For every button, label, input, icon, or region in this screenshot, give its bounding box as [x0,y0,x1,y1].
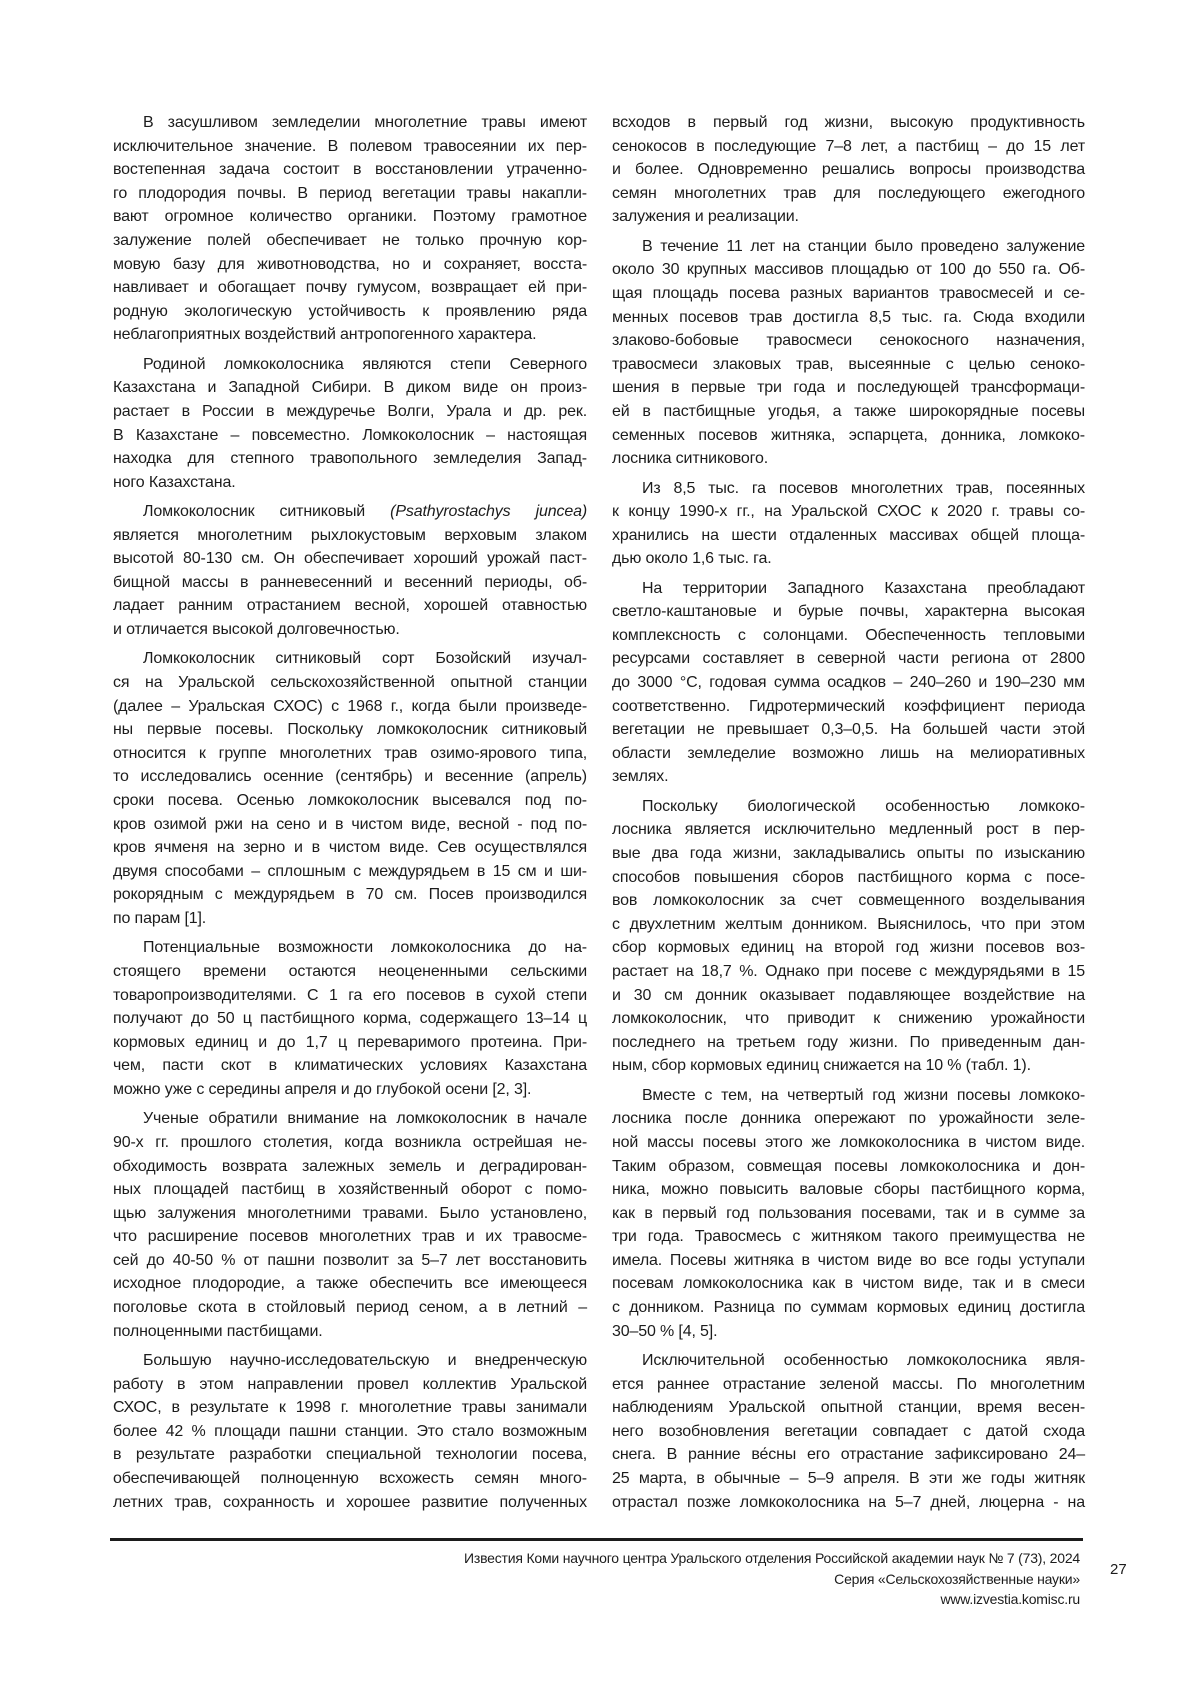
text-line: сбор кормовых единиц на второй год жизни посевов воз- [612,936,1085,960]
text-line: имела. Посевы житняка в чистом виде во все годы уступали [612,1249,1085,1273]
text-line: востепенная задача состоит в восстановлении утраченно- [113,158,587,182]
left-text-column [113,111,587,1520]
text-line: ся на Уральской сельскохозяйственной опытной станции [113,671,587,695]
text-line: обеспечивающей полноценную всхожесть семян много- [113,1467,587,1491]
text-line: растает на 18,7 %. Однако при посеве с междурядьями в 15 [612,960,1085,984]
text-line: высотой 80-130 см. Он обеспечивает хороший урожай паст- [113,547,587,571]
text-line: злаково-бобовые травосмеси сенокосного назначения, [612,329,1085,353]
text-line: кормовых единиц и до 1,7 ц переваримого протеина. При- [113,1031,587,1055]
text-line: около 30 крупных массивов площадью от 100 до 550 га. Об- [612,258,1085,282]
text-line: ресурсами составляет в северной части региона от 2800 [612,647,1085,671]
journal-series: Серия «Сельскохозяйственные науки» [464,1569,1080,1590]
paragraph [612,577,1085,789]
text-line: 30–50 % [4, 5]. [612,1320,1085,1344]
latin-species-name: (Psathyrostachys juncea) [390,503,587,520]
paragraph [612,111,1085,229]
text-line: шения в первые три года и последующей трансформаци- [612,376,1085,400]
text-line: по парам [1]. [113,907,587,931]
text-line: На территории Западного Казахстана преобладают [612,577,1085,601]
text-line: В течение 11 лет на станции было проведено залужение [612,235,1085,259]
text-line: вов ломкоколосник за счет совмещенного возделывания [612,889,1085,913]
text-line: землях. [612,765,1085,789]
text-line: является многолетним рыхлокустовым верховым злаком [113,524,587,548]
text-line: чем, пасти скот в климатических условиях Казахстана [113,1054,587,1078]
text-line: сенокосов в последующие 7–8 лет, а пастбищ – до 15 лет [612,135,1085,159]
paragraph [612,795,1085,1078]
text-line: залужения и реализации. [612,205,1085,229]
text-line: можно уже с середины апреля и до глубокой осени [2, 3]. [113,1078,587,1102]
text-line: сей до 40-50 % от пашни позволит за 5–7 лет восстановить [113,1249,587,1273]
text-line: относится к группе многолетних трав озимо-ярового типа, [113,742,587,766]
text-line: хранились на шести отдаленных массивах общей площа- [612,524,1085,548]
text-line: (далее – Уральская СХОС) с 1968 г., когда были произведе- [113,695,587,719]
paragraph [113,1107,587,1343]
text-line: стоящего времени остаются неоцененными сельскими [113,960,587,984]
text-line: ей в пастбищные угодья, а также широкорядные посевы [612,400,1085,424]
text-line: вые два года жизни, закладывались опыты по изысканию [612,842,1085,866]
text-line: к концу 1990-х гг., на Уральской СХОС к 2020 г. травы со- [612,500,1085,524]
text-line: В Казахстане – повсеместно. Ломкоколосник – настоящая [113,424,587,448]
text-line: навливает и обогащает почву гумусом, возвращает ей при- [113,276,587,300]
journal-title: Известия Коми научного центра Уральского отделения Российской академии наук № 7 (73), 2024 [464,1548,1080,1569]
text-line: что расширение посевов многолетних трав и их травосме- [113,1225,587,1249]
text-line: способов повышения сборов пастбищного корма с посе- [612,866,1085,890]
text-line: щью залужения многолетними травами. Было установлено, [113,1202,587,1226]
text-line: комплексность с солонцами. Обеспеченность тепловыми [612,624,1085,648]
text-line: Из 8,5 тыс. га посевов многолетних трав, посеянных [612,477,1085,501]
text-line: ной массы посевы этого же ломкоколосника в чистом виде. [612,1131,1085,1155]
text-line: ника, можно повысить валовые сборы пастбищного корма, [612,1178,1085,1202]
text-line: вегетации не превышает 0,3–0,5. На большей части этой [612,718,1085,742]
text-line: до 3000 °С, годовая сумма осадков – 240–260 и 190–230 мм [612,671,1085,695]
text-line: кров ячменя на зерно и в чистом виде. Сев осуществлялся [113,836,587,860]
text-line: ных площадей пастбищ в хозяйственный оборот с помо- [113,1178,587,1202]
text-line: исходное плодородие, а также обеспечить все имеющееся [113,1272,587,1296]
text-line: травосмеси злаковых трав, высеянные с целью сеноко- [612,353,1085,377]
text-line: Поскольку биологической особенностью ломкоко- [612,795,1085,819]
paragraph [113,353,587,495]
text-line: работу в этом направлении провел коллектив Уральской [113,1373,587,1397]
text-line: соответственно. Гидротермический коэффициент периода [612,695,1085,719]
text-line: отрастал позже ломкоколосника на 5–7 дней, люцерна - на [612,1491,1085,1515]
text-line: три года. Травосмесь с житняком такого преимущества не [612,1225,1085,1249]
text-line: в результате разработки специальной технологии посева, [113,1443,587,1467]
right-text-column [612,111,1085,1520]
journal-url[interactable]: www.izvestia.komisc.ru [464,1589,1080,1610]
paragraph [612,477,1085,571]
text-line: исключительное значение. В полевом травосеянии их пер- [113,135,587,159]
text-line: го плодородия почвы. В период вегетации травы накапли- [113,182,587,206]
text-line: наблюдениям Уральской опытной станции, время весен- [612,1396,1085,1420]
text-line: родную экологическую устойчивость к проявлению ряда [113,300,587,324]
paragraph [113,936,587,1101]
text-line: мовую базу для животноводства, но и сохраняет, восста- [113,253,587,277]
text-line: светло-каштановые и бурые почвы, характерна высокая [612,600,1085,624]
text-line: находка для степного травопольного земледелия Запад- [113,447,587,471]
text-line: то исследовались осенние (сентябрь) и весенние (апрель) [113,765,587,789]
text-line: снега. В ранние ве́сны его отрастание зафиксировано 24– [612,1443,1085,1467]
text-line: лосника является исключительно медленный рост в пер- [612,818,1085,842]
text-line: обходимость возврата залежных земель и деградирован- [113,1155,587,1179]
text-line: Ломкоколосник ситниковый сорт Бозойский изучал- [113,647,587,671]
text-line: неблагоприятных воздействий антропогенного характера. [113,323,587,347]
text-line: ломкоколосник, что приводит к снижению урожайности [612,1007,1085,1031]
paragraph [113,1349,587,1514]
text-segment: Ломкоколосник ситниковый [143,503,390,520]
text-line: товаропроизводителями. С 1 га его посевов в сухой степи [113,984,587,1008]
text-line: него возобновления вегетации совпадает с датой схода [612,1420,1085,1444]
text-line: полноценными пастбищами. [113,1320,587,1344]
footer-divider [110,1538,1083,1541]
text-line: кров озимой ржи на сено и в чистом виде, весной - под по- [113,813,587,837]
text-line: ладает ранним отрастанием весной, хорошей отавностью [113,594,587,618]
text-line: семян многолетних трав для последующего ежегодного [612,182,1085,206]
text-line [113,500,587,524]
journal-footer [464,1548,1080,1610]
text-line: ного Казахстана. [113,471,587,495]
text-line: Казахстана и Западной Сибири. В диком виде он произ- [113,376,587,400]
text-line: Ученые обратили внимание на ломкоколосник в начале [113,1107,587,1131]
paragraph [612,235,1085,471]
text-line: Родиной ломкоколосника являются степи Северного [113,353,587,377]
text-line: растает в России в междуречье Волги, Урала и др. рек. [113,400,587,424]
text-line: получают до 50 ц пастбищного корма, содержащего 13–14 ц [113,1007,587,1031]
text-line: семенных посевов житняка, эспарцета, донника, ломкоко- [612,424,1085,448]
text-line: вают огромное количество органики. Поэтому грамотное [113,205,587,229]
paragraph [612,1084,1085,1344]
text-line: области земледелие возможно лишь на мелиоративных [612,742,1085,766]
text-line: как в первый год пользования посевами, так и в сумме за [612,1202,1085,1226]
paragraph [612,1349,1085,1514]
paragraph [113,647,587,930]
text-line: и более. Одновременно решались вопросы производства [612,158,1085,182]
text-line: с донником. Разница по суммам кормовых единиц достигла [612,1296,1085,1320]
text-line: лосника после донника опережают по урожайности зеле- [612,1107,1085,1131]
text-line: залужение полей обеспечивает не только прочную кор- [113,229,587,253]
text-line: и отличается высокой долговечностью. [113,618,587,642]
text-line: Таким образом, совмещая посевы ломкоколосника и дон- [612,1155,1085,1179]
text-line: лосника ситникового. [612,447,1085,471]
text-line: дью около 1,6 тыс. га. [612,547,1085,571]
page-number: 27 [1110,1561,1127,1578]
text-line: летних трав, сохранность и хорошее развитие полученных [113,1491,587,1515]
text-line: Исключительной особенностью ломкоколосника явля- [612,1349,1085,1373]
text-line: более 42 % площади пашни станции. Это стало возможным [113,1420,587,1444]
text-line: сроки посева. Осенью ломкоколосник высевался под по- [113,789,587,813]
text-line: В засушливом земледелии многолетние травы имеют [113,111,587,135]
text-line: ным, сбор кормовых единиц снижается на 10 % (табл. 1). [612,1054,1085,1078]
text-line: Вместе с тем, на четвертый год жизни посевы ломкоко- [612,1084,1085,1108]
text-line: СХОС, в результате к 1998 г. многолетние травы занимали [113,1396,587,1420]
text-line: последнего на третьем году жизни. По приведенным дан- [612,1031,1085,1055]
text-line: ется раннее отрастание зеленой массы. По многолетним [612,1373,1085,1397]
text-line: двумя способами – сплошным с междурядьем в 15 см и ши- [113,860,587,884]
text-line: с двухлетним желтым донником. Выяснилось, что при этом [612,913,1085,937]
text-line: менных посевов трав достигла 8,5 тыс. га. Сюда входили [612,306,1085,330]
text-line: и 30 см донник оказывает подавляющее воздействие на [612,984,1085,1008]
text-line: Потенциальные возможности ломкоколосника до на- [113,936,587,960]
text-line: 25 марта, в обычные – 5–9 апреля. В эти же годы житняк [612,1467,1085,1491]
text-line: ны первые посевы. Поскольку ломкоколосник ситниковый [113,718,587,742]
text-line: поголовье скота в стойловый период сеном, а в летний – [113,1296,587,1320]
text-line: посевам ломкоколосника как в чистом виде, так и в смеси [612,1272,1085,1296]
text-line: Большую научно-исследовательскую и внедренческую [113,1349,587,1373]
text-line: бищной массы в ранневесенний и весенний периоды, об- [113,571,587,595]
text-line: всходов в первый год жизни, высокую продуктивность [612,111,1085,135]
paragraph [113,500,587,642]
text-line: 90-х гг. прошлого столетия, когда возникла острейшая не- [113,1131,587,1155]
paragraph [113,111,587,347]
text-line: щая площадь посева разных вариантов травосмесей и се- [612,282,1085,306]
text-line: рокорядным с междурядьем в 70 см. Посев производился [113,883,587,907]
